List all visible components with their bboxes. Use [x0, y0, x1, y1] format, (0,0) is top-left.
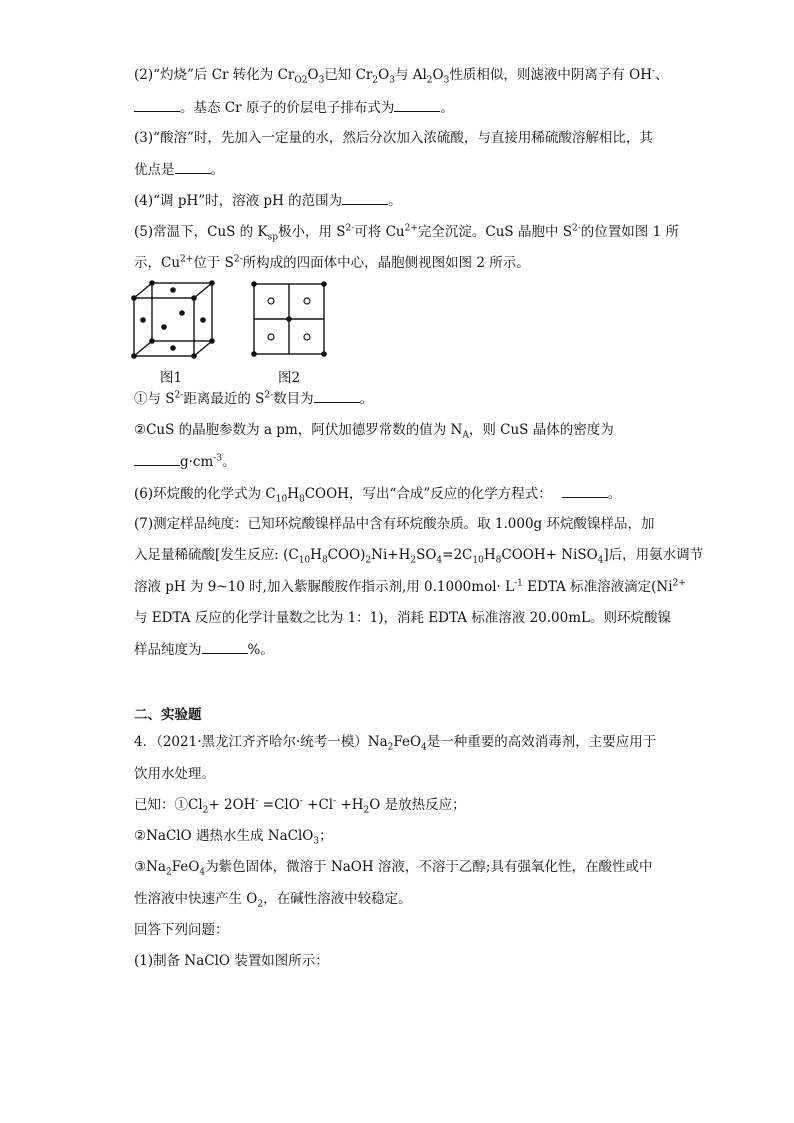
- question-4-line: (4)“调 pH”时，溶液 pH 的范围为 。: [134, 193, 402, 209]
- answer-blank[interactable]: [394, 98, 440, 112]
- known-1: 已知：$①Cl_2+ 2OH^- =ClO^- +Cl^- +H_2O$ 是放热反应；: [134, 796, 466, 816]
- question-4b-line2: 饮用水处理。: [134, 766, 215, 782]
- question-3-line2: 优点是 。: [134, 162, 224, 178]
- known-2: ②NaClO 遇热水生成 NaClO$_3$；: [134, 828, 333, 847]
- question-7-line4: 与 EDTA 反应的化学计量数之比为 1：1)，消耗 EDTA 标准溶液 20.00mL。则环烷酸镍: [134, 610, 671, 626]
- answer-blank[interactable]: [202, 640, 248, 654]
- question-7-line1: (7)测定样品纯度：已知环烷酸镍样品中含有环烷酸杂质。取 1.000g 环烷酸镍样品，加: [134, 516, 655, 532]
- question-5-sub1: ①与 $S^{2-}$距离最近的 $S^{2-}$数目为 。: [134, 390, 374, 407]
- known-3-line2: 性溶液中快速产生 $O_2$，在碱性溶液中较稳定。: [134, 891, 412, 910]
- figure-2-side-view: [250, 280, 328, 358]
- figure-1-unit-cell: [130, 280, 216, 360]
- question-5-line1: (5)常温下，CuS 的 $K_{sp}$极小，用 $S^{2-}$可将 $Cu^{2+}$完全沉淀。CuS 晶胞中 $S^{2-}$的位置如图 1 所: [134, 223, 679, 243]
- question-5-sub2-line1: ②CuS 的晶胞参数为 a pm，阿伏加德罗常数的值为 $N_A$，则 CuS 晶体的密度为: [134, 422, 614, 441]
- question-7-line2: 入足量稀硫酸[发生反应: $(C_{10}H_8COO)_2Ni+H_2SO_4=2C_{10}H_8COOH+$ NiSO$_4$]后，用氨水调节: [134, 547, 704, 566]
- part-1-line: (1)制备 NaClO 装置如图所示：: [134, 953, 329, 969]
- answer-blank[interactable]: [175, 160, 211, 174]
- figure-2-caption: 图2: [278, 370, 301, 386]
- answer-blank[interactable]: [134, 452, 180, 466]
- question-7-line5: 样品纯度为 %。: [134, 642, 274, 658]
- question-5-line2: 示，$Cu^{2+}$位于 $S^{2-}$所构成的四面体中心，晶胞侧视图如图 2 所示。: [134, 254, 530, 271]
- figure-1-caption: 图1: [160, 370, 183, 386]
- question-2-line2: 。基态 Cr 原子的价层电子排布式为 。: [134, 98, 454, 117]
- question-5-sub2-line2: $g\cdot cm^{-3}$。: [134, 452, 236, 471]
- question-6-line: (6)环烷酸的化学式为 $C_{10}H_8COOH$，写出“合成”反应的化学方程式： 。: [134, 486, 622, 505]
- question-3-line1: (3)“酸溶”时，先加入一定量的水，然后分次加入浓硫酸，与直接用稀硫酸溶解相比，其: [134, 130, 653, 146]
- question-4b-line1: 4．（2021·黑龙江齐齐哈尔·统考一模）$Na_2FeO_4$是一种重要的高效消毒剂，主要应用于: [134, 734, 657, 753]
- section-heading: 二、实验题: [134, 707, 202, 723]
- question-7-line3: 溶液 pH 为 9~10 时,加入紫脲酸胺作指示剂,用 $0.1000mol\cdot L^{-1}$ EDTA 标准溶液滴定($Ni^{2+}$: [134, 578, 686, 595]
- answer-prompt: 回答下列问题：: [134, 922, 229, 938]
- answer-blank[interactable]: [342, 191, 388, 205]
- answer-blank[interactable]: [562, 484, 608, 498]
- known-3-line1: $③Na_2FeO_4$为紫色固体，微溶于 NaOH 溶液，不溶于乙醇;具有强氧化性，在酸性或中: [134, 859, 653, 878]
- answer-blank[interactable]: [314, 389, 360, 403]
- question-2-line1: (2)“灼烧”后 Cr 转化为 $Cr_{O2}O_3$已知 $Cr_2O_3$与 $Al_2O_3$性质相似，则滤液中阴离子有 OH-、: [134, 66, 669, 86]
- answer-blank[interactable]: [134, 98, 180, 112]
